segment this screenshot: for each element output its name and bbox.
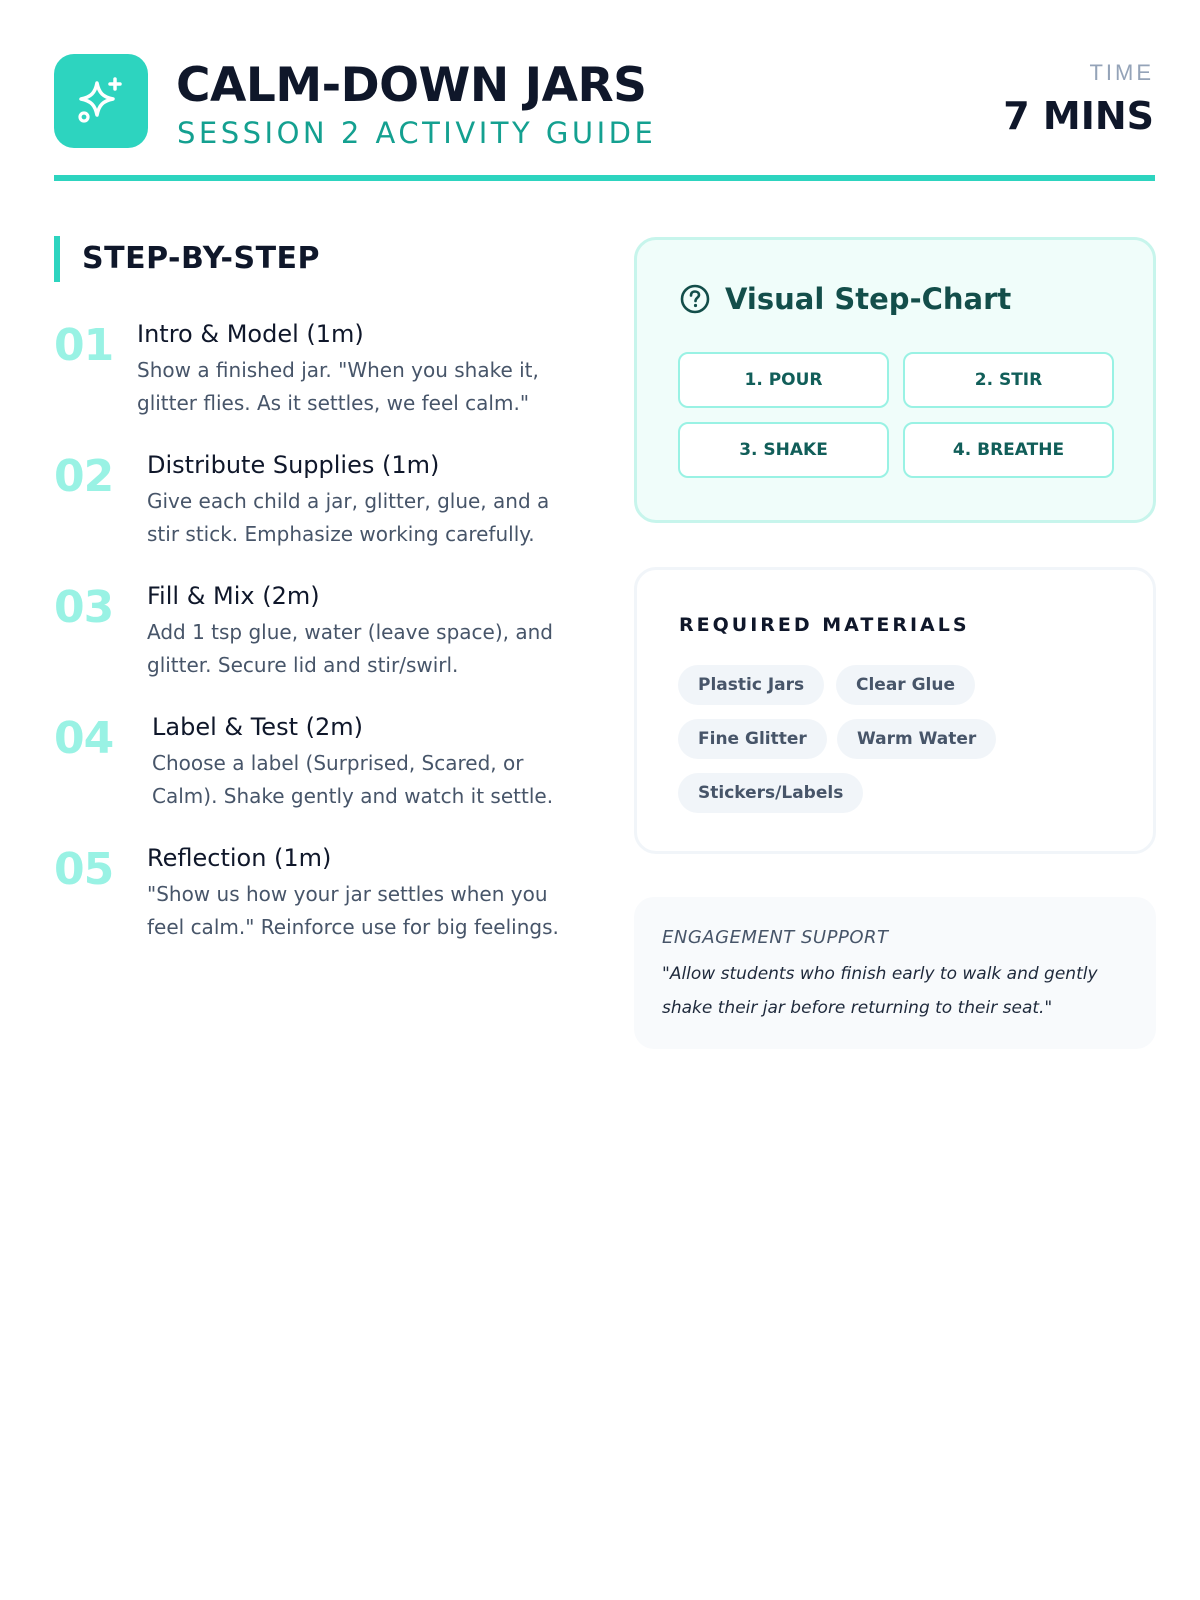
step-number: 05 — [54, 844, 114, 895]
material-chip: Clear Glue — [836, 665, 975, 705]
page-subtitle: SESSION 2 ACTIVITY GUIDE — [177, 116, 657, 150]
step-description: Add 1 tsp glue, water (leave space), and glitter. Secure lid and stir/swirl. — [147, 620, 553, 677]
visual-step-chart-card — [634, 237, 1156, 523]
engagement-support-card — [634, 897, 1156, 1049]
page-title: CALM-DOWN JARS — [176, 58, 647, 113]
step-title: Label & Test (2m) — [152, 713, 363, 741]
step-chart-button-stir[interactable]: 2. STIR — [903, 352, 1114, 408]
step-description: Give each child a jar, glitter, glue, and a stir stick. Emphasize working carefully. — [147, 489, 550, 546]
sparkles-icon — [73, 73, 129, 129]
step-number: 04 — [54, 713, 114, 764]
engagement-support-quote: "Allow students who finish early to walk and gently shake their jar before returning to their seat." — [662, 964, 1098, 1018]
materials-title: REQUIRED MATERIALS — [679, 614, 970, 636]
step-number: 03 — [54, 582, 114, 633]
step-title: Intro & Model (1m) — [137, 320, 364, 348]
material-chip: Fine Glitter — [678, 719, 827, 759]
page-header — [54, 54, 1154, 180]
time-value: 7 MINS — [1003, 94, 1154, 138]
material-chip: Warm Water — [837, 719, 996, 759]
engagement-support-title: ENGAGEMENT SUPPORT — [662, 927, 889, 948]
material-chip: Plastic Jars — [678, 665, 824, 705]
step-description: Choose a label (Surprised, Scared, or Calm). Shake gently and watch it settle. — [152, 751, 554, 808]
time-label: TIME — [1089, 60, 1154, 85]
visual-step-chart-title: Visual Step-Chart — [725, 282, 1012, 316]
step-number: 01 — [54, 320, 114, 371]
step-number: 02 — [54, 451, 114, 502]
material-chip: Stickers/Labels — [678, 773, 863, 813]
step-title: Reflection (1m) — [147, 844, 332, 872]
step-title: Fill & Mix (2m) — [147, 582, 320, 610]
steps-heading: STEP-BY-STEP — [54, 236, 320, 282]
visual-step-chart-header — [679, 282, 1011, 316]
logo — [54, 54, 148, 148]
step-chart-button-shake[interactable]: 3. SHAKE — [678, 422, 889, 478]
step-description: "Show us how your jar settles when you feel calm." Reinforce use for big feelings. — [147, 882, 559, 939]
step-chart-button-pour[interactable]: 1. POUR — [678, 352, 889, 408]
step-description: Show a finished jar. "When you shake it, glitter flies. As it settles, we feel calm." — [137, 358, 539, 415]
required-materials-card — [634, 567, 1156, 854]
header-divider — [54, 175, 1155, 181]
question-circle-icon — [679, 283, 711, 315]
step-chart-button-breathe[interactable]: 4. BREATHE — [903, 422, 1114, 478]
step-title: Distribute Supplies (1m) — [147, 451, 440, 479]
